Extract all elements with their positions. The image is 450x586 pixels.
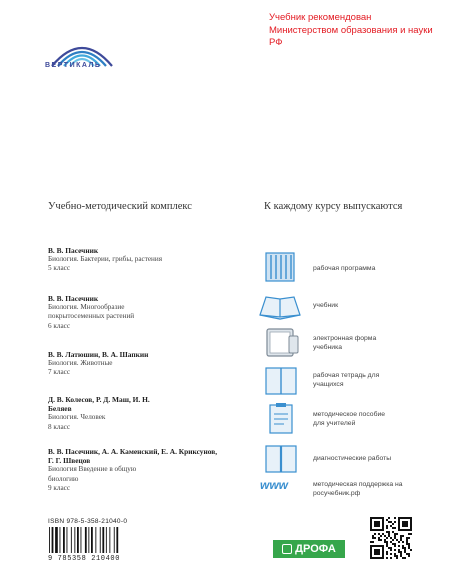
material-label: рабочая программа <box>313 265 376 272</box>
book-title: Биология. Бактерии, грибы, растения <box>48 255 163 264</box>
qr-module <box>378 537 380 539</box>
qr-module <box>384 539 386 541</box>
qr-module <box>408 533 410 535</box>
qr-module <box>408 547 410 549</box>
barcode-bar <box>91 527 93 553</box>
qr-code <box>370 517 412 559</box>
qr-module <box>404 549 406 551</box>
qr-module <box>398 541 400 543</box>
teacher-manual-icon <box>262 402 302 436</box>
qr-module <box>382 533 384 535</box>
qr-module <box>402 557 404 559</box>
barcode-bar <box>49 527 50 553</box>
qr-module <box>384 541 386 543</box>
book-grade: 7 класс <box>48 368 71 377</box>
qr-module <box>394 543 396 545</box>
tablet-icon <box>262 326 302 360</box>
qr-module <box>406 543 408 545</box>
qr-module <box>380 539 382 541</box>
qr-module <box>374 533 376 535</box>
qr-module <box>398 551 400 553</box>
qr-module <box>394 521 396 523</box>
qr-module <box>408 555 410 557</box>
qr-module <box>386 557 388 559</box>
qr-module <box>392 539 394 541</box>
book-item <box>48 447 218 493</box>
qr-module <box>390 525 392 527</box>
qr-finder <box>370 557 384 559</box>
book-grade: 9 класс <box>48 483 71 492</box>
barcode-bar <box>77 527 79 553</box>
book-title: Биология. Человек <box>48 413 106 422</box>
qr-finder <box>402 521 408 527</box>
qr-module <box>390 537 392 539</box>
qr-module <box>388 535 390 537</box>
qr-module <box>386 525 388 527</box>
material-label: рабочая тетрадь для учащихся <box>313 372 380 388</box>
qr-finder <box>410 517 412 531</box>
book-title: Биология Введение в общую биологию <box>48 465 137 483</box>
qr-module <box>408 545 410 547</box>
qr-module <box>374 537 376 539</box>
book-authors: Д. В. Колесов, Р. Д. Маш, И. Н. Беляев <box>48 395 150 414</box>
barcode-number: 9 785358 210400 <box>48 555 121 563</box>
book-item <box>48 350 248 378</box>
qr-module <box>394 555 396 557</box>
barcode-bar <box>85 527 87 553</box>
qr-module <box>400 553 402 555</box>
isbn-text: ISBN 978-5-358-21040-0 <box>48 518 128 525</box>
qr-finder <box>370 529 384 531</box>
material-label: учебник <box>313 302 339 309</box>
qr-finder <box>370 545 384 547</box>
qr-module <box>386 551 388 553</box>
book-authors: В. В. Пасечник <box>48 294 99 303</box>
qr-module <box>390 521 392 523</box>
qr-module <box>386 543 388 545</box>
qr-module <box>404 551 406 553</box>
qr-module <box>392 543 394 545</box>
book-grade: 5 класс <box>48 264 71 273</box>
qr-module <box>388 547 390 549</box>
qr-module <box>408 537 410 539</box>
qr-module <box>392 523 394 525</box>
www-icon: www <box>260 478 289 492</box>
material-label: методическая поддержка на росучебник.рф <box>313 481 403 497</box>
qr-module <box>398 549 400 551</box>
qr-module <box>400 555 402 557</box>
qr-finder <box>370 517 372 531</box>
workbook-icon <box>262 364 302 398</box>
barcode-bar <box>52 527 54 553</box>
qr-module <box>398 545 400 547</box>
qr-module <box>386 537 388 539</box>
barcode-bar <box>81 527 82 553</box>
barcode-bar <box>102 527 104 553</box>
qr-module <box>400 551 402 553</box>
qr-module <box>386 531 388 533</box>
material-label: электронная форма учебника <box>313 335 377 351</box>
qr-module <box>392 531 394 533</box>
material-label: методическое пособие для учителей <box>313 411 386 427</box>
qr-module <box>380 535 382 537</box>
qr-module <box>386 541 388 543</box>
barcode-bar <box>71 527 72 553</box>
qr-module <box>406 541 408 543</box>
qr-module <box>404 547 406 549</box>
qr-finder <box>382 517 384 531</box>
qr-module <box>388 531 390 533</box>
qr-finder <box>370 517 384 519</box>
qr-module <box>390 557 392 559</box>
barcode-bar <box>109 527 110 553</box>
barcode-bar <box>60 527 61 553</box>
qr-module <box>402 547 404 549</box>
barcode-bar <box>95 527 96 553</box>
textbook-icon <box>258 289 302 323</box>
qr-module <box>394 533 396 535</box>
qr-module <box>388 533 390 535</box>
qr-module <box>386 553 388 555</box>
publisher-mark-icon <box>282 544 292 554</box>
qr-module <box>394 527 396 529</box>
qr-module <box>394 517 396 519</box>
qr-module <box>394 535 396 537</box>
qr-module <box>396 539 398 541</box>
qr-module <box>396 533 398 535</box>
barcode-bar <box>74 527 75 553</box>
qr-module <box>400 539 402 541</box>
qr-module <box>402 545 404 547</box>
qr-module <box>408 543 410 545</box>
book-authors: В. В. Пасечник <box>48 246 99 255</box>
qr-module <box>396 557 398 559</box>
qr-finder <box>398 517 400 531</box>
publisher-name: ДРОФА <box>295 543 336 555</box>
qr-module <box>406 553 408 555</box>
qr-module <box>396 555 398 557</box>
barcode-bar <box>88 527 89 553</box>
qr-module <box>410 533 412 535</box>
book-item <box>48 246 248 274</box>
qr-module <box>390 547 392 549</box>
materials-heading: К каждому курсу выпускаются <box>264 201 403 212</box>
program-icon <box>262 250 302 284</box>
barcode-bar <box>116 527 118 553</box>
qr-module <box>386 545 388 547</box>
qr-finder <box>382 545 384 559</box>
qr-module <box>410 549 412 551</box>
book-authors: В. В. Пасечник, А. А. Каменский, Е. А. Криксунов, Г. Г. Швецов <box>48 447 218 466</box>
qr-module <box>400 537 402 539</box>
qr-module <box>388 517 390 519</box>
qr-module <box>390 541 392 543</box>
qr-module <box>370 541 372 543</box>
qr-module <box>390 553 392 555</box>
qr-module <box>402 541 404 543</box>
qr-module <box>400 535 402 537</box>
qr-module <box>394 553 396 555</box>
barcode-bar <box>63 527 65 553</box>
qr-module <box>408 553 410 555</box>
qr-module <box>372 537 374 539</box>
qr-module <box>390 549 392 551</box>
barcode-bar <box>114 527 115 553</box>
qr-finder <box>398 529 412 531</box>
qr-module <box>404 557 406 559</box>
qr-module <box>372 535 374 537</box>
qr-module <box>394 545 396 547</box>
qr-module <box>402 535 404 537</box>
qr-module <box>386 527 388 529</box>
qr-module <box>372 541 374 543</box>
qr-module <box>406 539 408 541</box>
logo-text: ВЕРТИКАЛЬ <box>45 62 102 69</box>
qr-module <box>378 533 380 535</box>
qr-finder <box>374 549 380 555</box>
qr-module <box>378 539 380 541</box>
qr-finder <box>374 521 380 527</box>
barcode-bar <box>67 527 68 553</box>
qr-module <box>394 549 396 551</box>
qr-module <box>406 537 408 539</box>
book-grade: 6 класс <box>48 321 71 330</box>
qr-module <box>394 537 396 539</box>
qr-module <box>386 519 388 521</box>
qr-finder <box>370 545 372 559</box>
book-item <box>48 294 178 331</box>
book-title: Биология. Многообразие покрытосеменных растений <box>48 303 135 321</box>
book-authors: В. В. Латюшин, В. А. Шапкин <box>48 350 149 359</box>
book-item <box>48 395 168 432</box>
publisher-logo <box>273 540 345 558</box>
barcode-bar <box>106 527 107 553</box>
qr-finder <box>398 517 412 519</box>
material-label: диагностические работы <box>313 455 392 462</box>
tests-icon <box>262 442 302 476</box>
umk-heading: Учебно-методический комплекс <box>48 201 192 212</box>
barcode-bar <box>55 527 58 553</box>
qr-module <box>388 521 390 523</box>
book-title: Биология. Животные <box>48 359 113 368</box>
qr-module <box>392 527 394 529</box>
barcode <box>48 527 123 553</box>
barcode-bar <box>100 527 101 553</box>
recommendation-text: Учебник рекомендован Министерством образования и науки РФ <box>269 12 433 48</box>
qr-module <box>384 535 386 537</box>
book-grade: 8 класс <box>48 422 71 431</box>
